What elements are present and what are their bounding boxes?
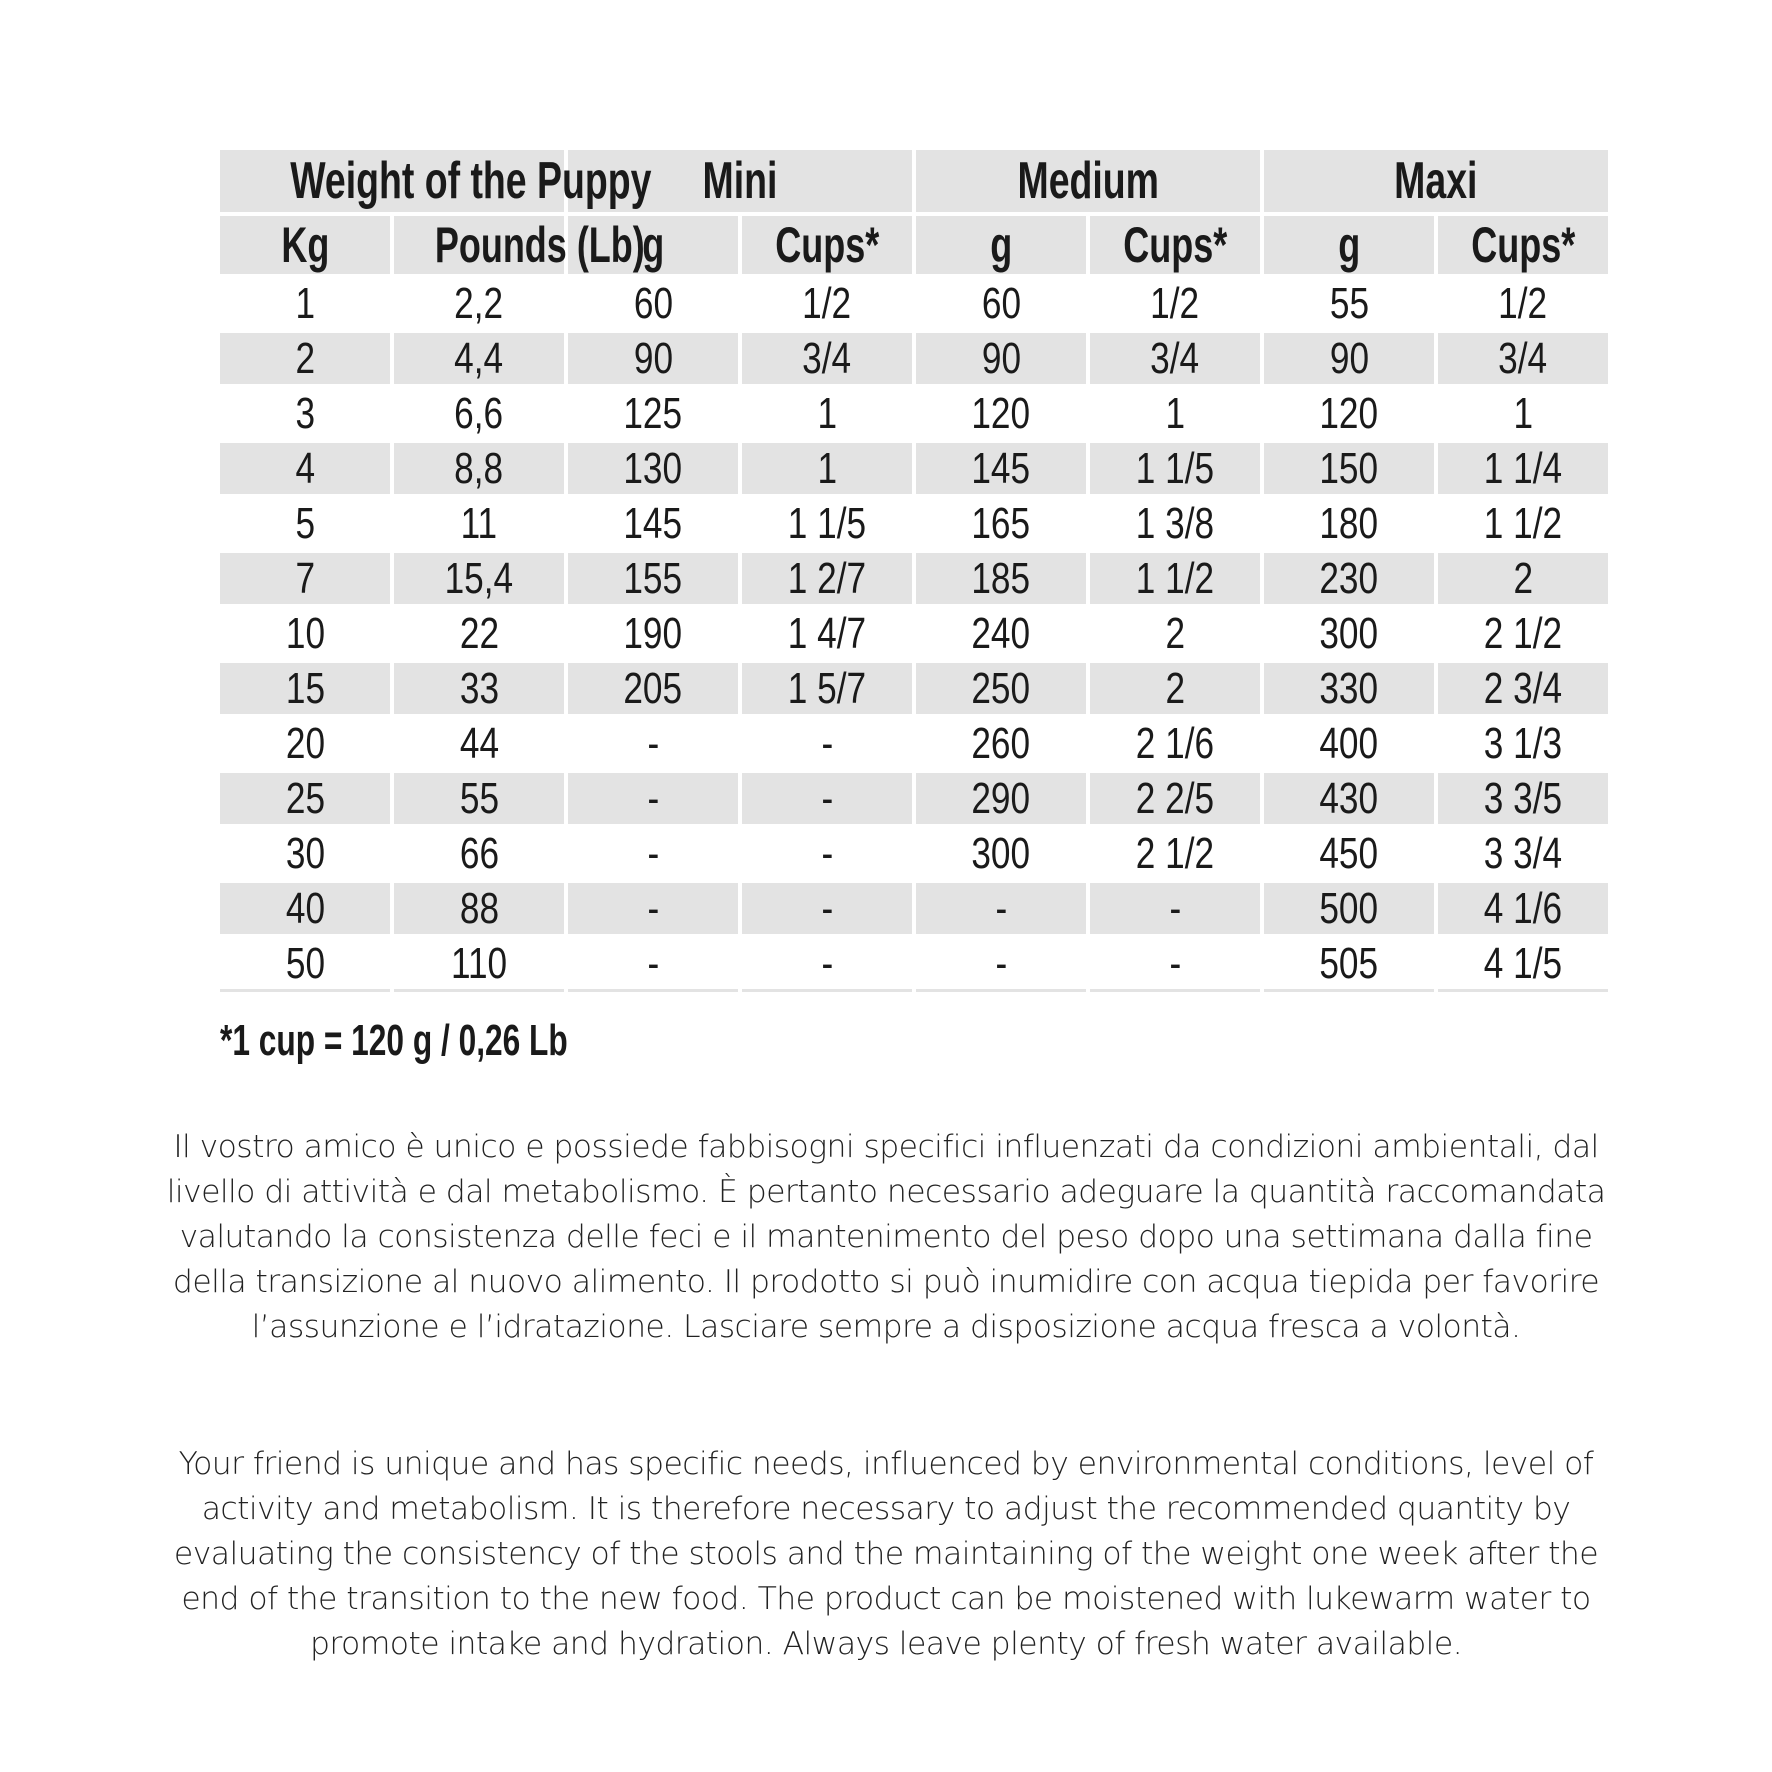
cell-mini-g: 205 [568,663,738,714]
cell-medium-cups: 1 1/5 [1090,443,1260,494]
paragraph-italian: Il vostro amico è unico e possiede fabbisogni specifici influenzati da condizioni ambientali, dal livello di attività e dal metabolismo. È pertanto necessario adeguare la quantità raccomandata valutando la consistenza delle feci e il mantenimento del peso dopo una settimana dalla fine della transizione al nuovo alimento. Il prodotto si può inumidire con acqua tiepida per favorire l’assunzione e l’idratazione. Lasciare sempre a disposizione acqua fresca a volontà. [166,1128,1606,1345]
paragraph-english: Your friend is unique and has specific needs, influenced by environmental conditions, level of activity and metabolism. It is therefore necessary to adjust the recommended quantity by evaluating the consistency of the stools and the maintaining of the weight one week after the end of the transition to the new food. The product can be moistened with lukewarm water to promote intake and hydration. Always leave plenty of fresh water available. [173,1445,1599,1662]
cell-maxi-cups: 3 1/3 [1483,718,1563,768]
cell-medium-g: 60 [981,278,1021,328]
cell-pounds: 15,4 [394,553,564,604]
table-header-row-units [220,216,1608,274]
header-weight-of-puppy: Weight of the Puppy [220,150,564,212]
cell-mini-cups: 3/4 [742,333,912,384]
header-group-maxi: Maxi [1264,150,1608,212]
cell-medium-g: 165 [971,498,1031,548]
cell-mini-g: - [568,938,738,992]
cell-medium-g: 300 [971,828,1031,878]
cell-medium-g: 185 [916,553,1086,604]
cell-maxi-g: 90 [1264,333,1434,384]
cell-medium-g: 145 [916,443,1086,494]
cell-medium-cups: 2 2/5 [1090,773,1260,824]
cell-maxi-cups: 2 1/2 [1483,608,1563,658]
cell-mini-g: 125 [623,388,683,438]
cell-mini-g: - [647,828,659,878]
cell-kg: 4 [220,443,390,494]
cell-kg: 30 [285,828,325,878]
header-kg: Kg [220,216,390,274]
cell-medium-g: 260 [971,718,1031,768]
cell-kg: 10 [285,608,325,658]
cell-mini-cups: 1 2/7 [742,553,912,604]
cell-mini-cups: 1/2 [802,278,852,328]
cell-mini-cups: 1 4/7 [787,608,867,658]
cell-kg: 25 [220,773,390,824]
cell-pounds: 88 [394,883,564,934]
cell-maxi-g: 120 [1319,388,1379,438]
feeding-table-grid [216,146,1612,996]
cell-mini-cups: - [742,773,912,824]
cell-kg: 15 [220,663,390,714]
cell-medium-cups: 3/4 [1090,333,1260,384]
cell-medium-cups: 1/2 [1150,278,1200,328]
cell-pounds: 110 [394,938,564,992]
cell-maxi-cups: 1 1/4 [1438,443,1608,494]
header-group-mini: Mini [568,150,912,212]
cell-medium-cups: 1 3/8 [1135,498,1215,548]
feeding-table [220,150,1608,992]
cell-mini-g: 130 [568,443,738,494]
cell-mini-g: 60 [633,278,673,328]
table-row [220,883,1608,934]
cell-mini-g: - [568,883,738,934]
table-body [220,278,1608,992]
table-row [220,278,1608,329]
table-row [220,663,1608,714]
cell-pounds: 6,6 [454,388,504,438]
cell-pounds: 11 [460,498,498,548]
cell-medium-cups: - [1090,883,1260,934]
cell-medium-cups: 2 1/6 [1135,718,1215,768]
cell-medium-g: 90 [916,333,1086,384]
cell-pounds: 33 [394,663,564,714]
cell-mini-cups: - [821,828,833,878]
cell-kg: 7 [220,553,390,604]
cell-maxi-g: 150 [1264,443,1434,494]
cell-medium-cups: 1 [1165,388,1185,438]
cell-medium-cups: 2 [1165,608,1185,658]
cell-mini-g: 155 [568,553,738,604]
cell-mini-cups: 1 [742,443,912,494]
cell-pounds: 44 [459,718,499,768]
table-row [220,773,1608,824]
cell-maxi-cups: 1/2 [1498,278,1548,328]
cell-maxi-cups: 2 3/4 [1438,663,1608,714]
cell-medium-cups: 2 1/2 [1135,828,1215,878]
header-medium-cups: Cups* [1090,216,1260,274]
header-pounds: Pounds (Lb) [394,216,564,274]
table-row [220,828,1608,879]
table-header-row-groups [220,150,1608,212]
cell-pounds: 22 [459,608,499,658]
cell-pounds: 4,4 [394,333,564,384]
cell-mini-g: 90 [568,333,738,384]
cell-mini-cups: - [742,938,912,992]
cell-medium-g: 290 [916,773,1086,824]
header-medium-g: g [916,216,1086,274]
cell-maxi-cups: 3 3/4 [1483,828,1563,878]
cell-kg: 1 [295,278,315,328]
table-row [220,938,1608,992]
cell-medium-g: 240 [971,608,1031,658]
cell-maxi-cups: 1 1/2 [1483,498,1563,548]
header-maxi-cups: Cups* [1438,216,1608,274]
cell-mini-g: - [568,773,738,824]
header-maxi-g: g [1264,216,1434,274]
cell-maxi-g: 230 [1264,553,1434,604]
header-mini-g: g [568,216,738,274]
cell-kg: 3 [295,388,315,438]
cell-maxi-g: 180 [1319,498,1379,548]
table-row [220,498,1608,549]
cell-mini-cups: 1 [817,388,837,438]
cell-mini-g: 190 [623,608,683,658]
header-group-medium: Medium [916,150,1260,212]
table-row [220,608,1608,659]
footnote-text: *1 cup = 120 g / 0,26 Lb [220,1016,568,1065]
header-mini-cups: Cups* [742,216,912,274]
cell-maxi-g: 330 [1264,663,1434,714]
cell-medium-cups: 2 [1090,663,1260,714]
cell-maxi-g: 430 [1264,773,1434,824]
table-row [220,443,1608,494]
cell-kg: 5 [295,498,315,548]
cell-maxi-g: 400 [1319,718,1379,768]
cell-medium-g: 120 [971,388,1031,438]
cell-medium-cups: 1 1/2 [1090,553,1260,604]
cell-medium-g: 250 [916,663,1086,714]
cell-pounds: 66 [459,828,499,878]
cell-kg: 20 [285,718,325,768]
cell-kg: 50 [220,938,390,992]
footnote [220,1016,703,1066]
cell-maxi-cups: 4 1/5 [1438,938,1608,992]
cell-maxi-cups: 4 1/6 [1438,883,1608,934]
cell-pounds: 55 [394,773,564,824]
table-row [220,718,1608,769]
cell-pounds: 2,2 [454,278,504,328]
cell-mini-cups: - [821,718,833,768]
cell-maxi-g: 55 [1329,278,1369,328]
table-row [220,333,1608,384]
cell-maxi-g: 500 [1264,883,1434,934]
cell-kg: 2 [220,333,390,384]
cell-medium-g: - [916,938,1086,992]
cell-mini-g: 145 [623,498,683,548]
cell-maxi-g: 300 [1319,608,1379,658]
cell-mini-g: - [647,718,659,768]
cell-maxi-g: 450 [1319,828,1379,878]
cell-kg: 40 [220,883,390,934]
table-row [220,553,1608,604]
cell-mini-cups: 1 5/7 [742,663,912,714]
cell-mini-cups: - [742,883,912,934]
table-row [220,388,1608,439]
cell-mini-cups: 1 1/5 [787,498,867,548]
cell-maxi-g: 505 [1264,938,1434,992]
cell-maxi-cups: 3/4 [1438,333,1608,384]
cell-maxi-cups: 3 3/5 [1438,773,1608,824]
cell-maxi-cups: 2 [1438,553,1608,604]
cell-maxi-cups: 1 [1513,388,1533,438]
cell-pounds: 8,8 [394,443,564,494]
cell-medium-g: - [916,883,1086,934]
cell-medium-cups: - [1090,938,1260,992]
